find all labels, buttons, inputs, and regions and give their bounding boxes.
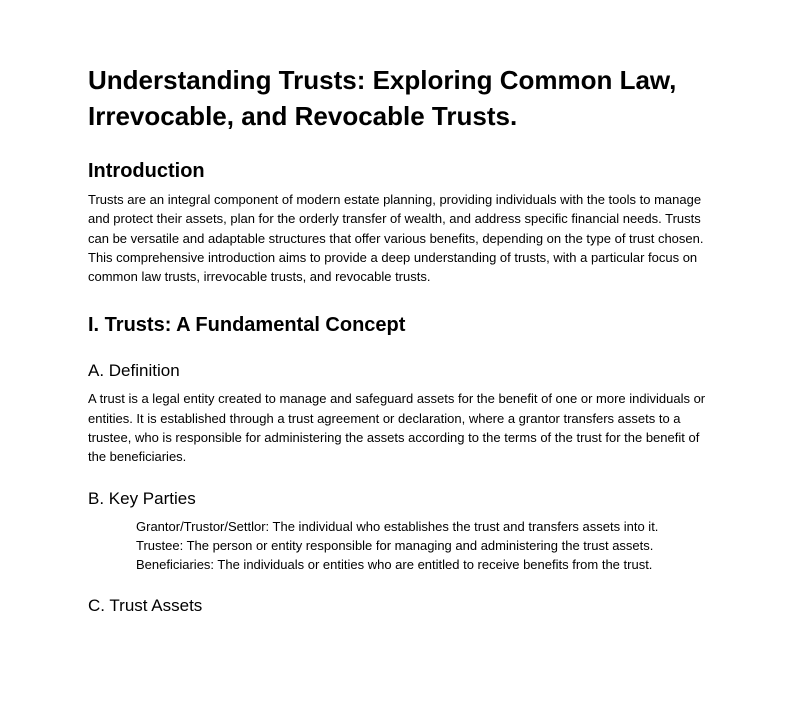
section-1-heading: I. Trusts: A Fundamental Concept: [88, 314, 406, 337]
key-parties-heading: B. Key Parties: [88, 488, 196, 508]
key-party-trustee: Trustee: The person or entity responsible for managing and administering the trust assets.: [136, 537, 654, 553]
introduction-paragraph: Trusts are an integral component of modern estate planning, providing individuals with the tools to manage and protect their assets, plan for the orderly transfer of wealth, and address specific financial needs. Trusts can be versatile and adaptable structures that offer various benefits, depending on the type of trust chosen. This comprehensive introduction aims to provide a deep understanding of trusts, with a particular focus on common law trusts, irrevocable trusts, and revocable trusts.: [88, 192, 704, 285]
trust-assets-heading: C. Trust Assets: [88, 595, 203, 615]
definition-paragraph: A trust is a legal entity created to manage and safeguard assets for the benefit of one or more individuals or entities. It is established through a trust agreement or declaration, where a grantor transfers assets to a trustee, who is responsible for administering the assets according to the terms of the trust for the benefit of the beneficiaries.: [88, 391, 706, 465]
key-parties-list: [136, 517, 712, 575]
document-page: [88, 62, 712, 617]
key-party-beneficiaries: Beneficiaries: The individuals or entities who are entitled to receive benefits from the trust.: [136, 557, 653, 573]
definition-heading: A. Definition: [88, 361, 180, 381]
document-title: Understanding Trusts: Exploring Common Law, Irrevocable, and Revocable Trusts.: [88, 65, 677, 131]
introduction-heading: Introduction: [88, 160, 205, 182]
key-party-grantor: Grantor/Trustor/Settlor: The individual who establishes the trust and transfers assets into it.: [136, 518, 659, 534]
